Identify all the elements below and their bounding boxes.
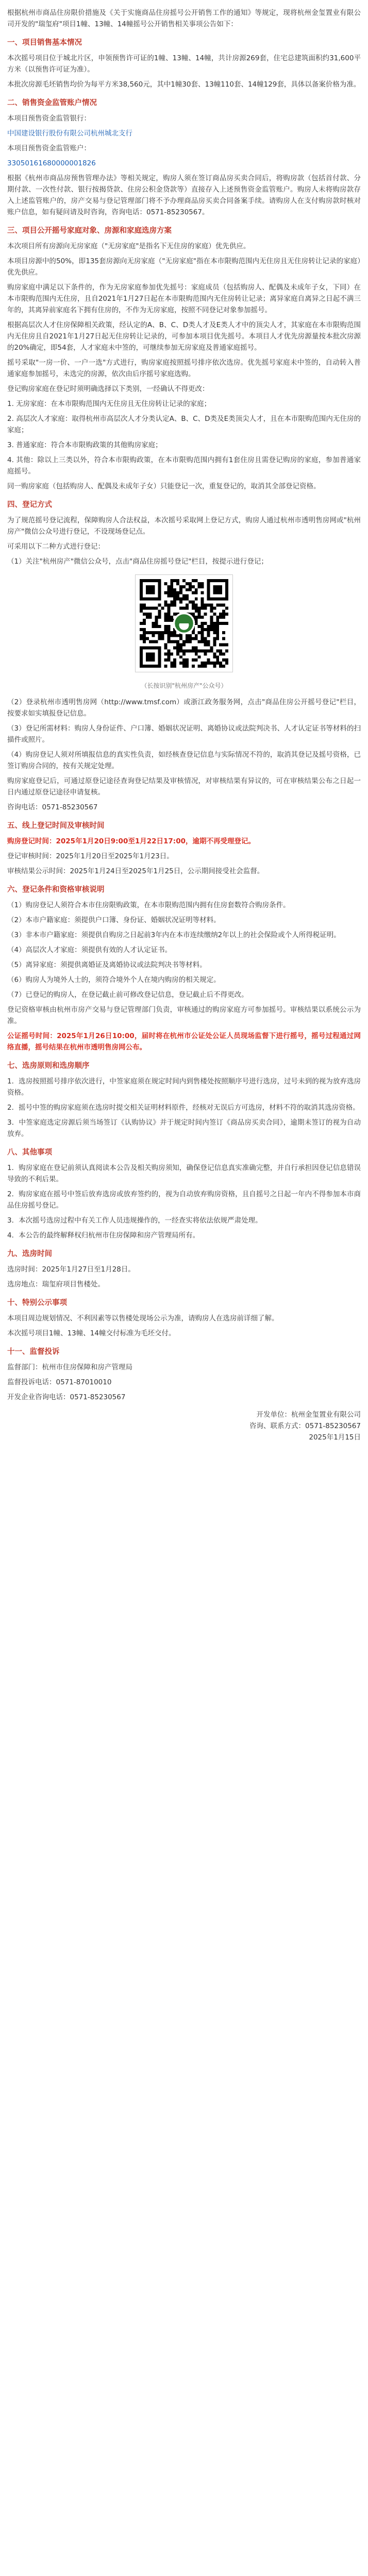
section-paragraph: 选房地点：瑞玺府项目售楼处。 — [7, 1280, 105, 1289]
list-item: 1．选房按照摇号排序依次进行，中签家庭须在规定时间内到售楼处按照顺序号进行选房，过号未到的视为放弃选房资格。 — [7, 1077, 361, 1097]
section-selection-time — [7, 1248, 361, 1290]
section-title: 五、线上登记时间及审核时间 — [7, 822, 105, 830]
section-paragraph: 登记购房家庭在登记时须明确选择以下类别，一经确认不得更改： — [7, 385, 209, 393]
list-item: （6）购房人为境外人士的，须符合境外个人在境内购房的相关规定。 — [7, 976, 221, 984]
section-paragraph: 登记审核时间：2025年1月20日至2025年1月23日。 — [7, 852, 174, 860]
contact-phone: 开发企业咨询电话：0571-85230567 — [7, 1393, 126, 1401]
section-paragraph: 根据《杭州市商品房预售管理办法》等相关规定，购房人须在签订商品房买卖合同后，将购房款（包括首付款、分期付款、一次性付款、银行按揭贷款、住房公积金贷款等）直接存入上述预售资金监管账户。购房人未将购房款存入上述监管账户的，房产交易与登记管理部门将不予办理商品房买卖合同备案手续。请购房人在支付购房款时核对账户信息，如有疑问请及时咨询，咨询电话：0571-85230567。 — [7, 174, 361, 216]
section-paragraph: 本次项目所有房源向无房家庭（"无房家庭"是指名下无住房的家庭）优先供应。 — [7, 242, 250, 250]
section-paragraph: 为了规范摇号登记流程，保障购房人合法权益，本次摇号采取网上登记方式，购房人通过杭州市透明售房网或"杭州房产"微信公众号进行登记，不设现场登记点。 — [7, 516, 361, 536]
lottery-time: 公证摇号时间：2025年1月26日10:00，届时将在杭州市公证处公证人员现场监督下进行摇号，摇号过程通过网络直播，摇号结果在杭州市透明售房网公布。 — [7, 1032, 361, 1052]
list-item: （7）已登记的购房人，在登记截止前可修改登记信息，登记截止后不得更改。 — [7, 991, 248, 999]
section-eligibility — [7, 884, 361, 1053]
list-item: 1．购房家庭在登记前须认真阅读本公告及相关购房须知，确保登记信息真实准确完整，并自行承担因登记信息错误导致的不利后果。 — [7, 1164, 361, 1183]
section-paragraph: 本次摇号项目1幢、13幢、14幢交付标准为毛坯交付。 — [7, 1329, 176, 1337]
list-item: 3．中签家庭选定房源后须当场签订《认购协议》并于规定时间内签订《商品房买卖合同》，逾期未签订的视为自动放弃。 — [7, 1118, 361, 1138]
section-title: 四、登记方式 — [7, 501, 52, 509]
bank-name: 中国建设银行股份有限公司杭州城北支行 — [7, 129, 132, 138]
section-paragraph: 本项目预售资金监管银行： — [7, 114, 91, 123]
section-title: 二、销售资金监管账户情况 — [7, 99, 97, 107]
section-title: 十、特别公示事项 — [7, 1299, 67, 1307]
registration-time: 购房登记时间：2025年1月20日9:00至1月22日17:00，逾期不再受理登记。 — [7, 837, 255, 845]
list-item: 2．购房家庭在摇号中签后放弃选房或放弃签约的，视为自动放弃购房资格，且自摇号之日起一年内不得参加本市商品住房摇号登记。 — [7, 1190, 361, 1210]
section-paragraph: （4）购房登记人须对所填报信息的真实性负责，如经核查登记信息与实际情况不符的，取消其登记及摇号资格，已签订购房合同的，按有关规定处理。 — [7, 751, 361, 770]
list-item: （4）高层次人才家庭：须提供有效的人才认定证书。 — [7, 946, 172, 954]
list-item: （5）离异家庭：须提供离婚证及离婚协议或法院判决书等材料。 — [7, 961, 207, 969]
list-item: 2．摇号中签的购房家庭须在选房时提交相关证明材料原件，经核对无误后方可选房，材料不符的取消其选房资格。 — [7, 1104, 360, 1112]
list-item: 4．本公告的最终解释权归杭州市住房保障和房产管理局所有。 — [7, 1231, 200, 1240]
section-paragraph: 本次摇号项目位于城北片区，申领预售许可证的1幢、13幢、14幢，共计房源269套，住宅总建筑面积约31,600平方米（以预售许可证为准）。 — [7, 54, 361, 74]
list-item: （1）购房登记人须符合本市住房限购政策，在本市限购范围内拥有住房套数符合购房条件。 — [7, 901, 290, 909]
section-fund-account — [7, 97, 361, 169]
section-registration-method — [7, 499, 361, 691]
contact-phone: 咨询电话：0571-85230567 — [7, 803, 98, 811]
section-title: 一、项目销售基本情况 — [7, 39, 82, 47]
section-supervision — [7, 1346, 361, 1403]
section-paragraph: 购房家庭登记后，可通过原登记途径查询登记结果及审核情况，对审核结果有异议的，可在审核结果公布之日起一日内通过原登记途径申请复核。 — [7, 777, 361, 796]
signature-contact: 咨询、联系方式：0571-85230567 — [249, 1422, 361, 1430]
contact-phone: 监督投诉电话：0571-87010010 — [7, 1378, 112, 1386]
section-paragraph: 根据高层次人才住房保障相关政策，经认定的A、B、C、D类人才及E类人才中的顶尖人才，其家庭在本市限购范围内无住房且自2021年1月27日起无住房转让记录的，可参加本项目优先摇号。本项目人才优先房源量按本批次房源的20%确定，即54套，人才家庭未中签的，可继续参加无房家庭及普通家庭摇号。 — [7, 321, 361, 352]
list-item: 3．本次摇号选房过程中有关工作人员违规操作的，一经查实将依法依规严肃处理。 — [7, 1216, 262, 1225]
section-registration-details — [7, 697, 361, 813]
section-lottery-plan — [7, 225, 361, 492]
qr-caption: （长按识别"杭州房产"公众号） — [141, 682, 227, 689]
qr-code-icon[interactable] — [135, 574, 233, 672]
section-paragraph: 同一购房家庭（包括购房人、配偶及未成年子女）只能登记一次，重复登记的，取消其全部登记资格。 — [7, 482, 321, 490]
section-paragraph: （1）关注"杭州房产"微信公众号，点击"商品住房摇号登记"栏目，按提示进行登记； — [7, 557, 268, 566]
section-paragraph: 审核结果公示时间：2025年1月24日至2025年1月25日，公示期间接受社会监督。 — [7, 867, 264, 875]
signature-company: 开发单位：杭州金玺置业有限公司 — [256, 1411, 361, 1419]
signature-date: 2025年1月15日 — [309, 1433, 361, 1442]
list-item: 3. 普通家庭：符合本市限购政策的其他购房家庭； — [7, 441, 162, 449]
section-paragraph: 本批次房源毛坯销售均价为每平方米38,560元，其中1幢30套、13幢110套、14幢129套，具体以备案价格为准。 — [7, 80, 361, 89]
section-paragraph: 监督部门：杭州市住房保障和房产管理局 — [7, 1363, 132, 1371]
section-title: 八、其他事项 — [7, 1148, 52, 1157]
section-registration-time — [7, 820, 361, 877]
qr-code-graphic — [140, 579, 228, 668]
list-item: 4. 其他：除以上三类以外，符合本市限购政策，在本市限购范围内拥有1套住房且需登记购房的家庭，参加普通家庭摇号。 — [7, 456, 361, 476]
list-item: （3）非本市户籍家庭：须提供自购房之日起前3年内在本市连续缴纳2年以上的社会保险或个人所得税证明。 — [7, 931, 341, 939]
section-title: 三、项目公开摇号家庭对象、房源和家庭选房方案 — [7, 227, 172, 235]
section-paragraph: 摇号采取"一房一价、一户一选"方式进行，购房家庭按照摇号排序依次选房。优先摇号家庭未中签的，自动转入普通家庭参加摇号，未选完的房源，依次由后序摇号家庭选购。 — [7, 359, 361, 378]
section-paragraph: 本项目预售资金监管账户： — [7, 144, 91, 152]
section-title: 六、登记条件和资格审核说明 — [7, 886, 105, 894]
section-paragraph: 购房家庭中满足以下条件的，作为无房家庭参加优先摇号：家庭成员（包括购房人、配偶及未成年子女，下同）在本市限购范围内无住房，且自2021年1月27日起在本市限购范围内无住房转让记录；离异家庭自离异之日起不满三年的，其离异前家庭名下拥有住房的，不作为无房家庭，按照不同登记对象参加摇号。 — [7, 283, 361, 314]
signature-block — [7, 1409, 361, 1443]
section-paragraph: 登记资格审核由杭州市房产交易与登记管理部门负责，审核通过的购房家庭方可参加摇号。审核结果以系统公示为准。 — [7, 1006, 361, 1025]
section-project-info — [7, 37, 361, 90]
list-item: （2）本市户籍家庭：须提供户口簿、身份证、婚姻状况证明等材料。 — [7, 916, 221, 924]
section-title: 十一、监督投诉 — [7, 1348, 60, 1356]
section-paragraph: 本项目周边规划情况、不利因素等以售楼处现场公示为准，请购房人在选房前详细了解。 — [7, 1314, 279, 1323]
section-paragraph: 可采用以下二种方式进行登记： — [7, 543, 105, 551]
section-paragraph: 选房时间：2025年1月27日至1月28日。 — [7, 1265, 135, 1274]
list-item: 1. 无房家庭：在本市限购范围内无住房且无住房转让记录的家庭； — [7, 400, 211, 408]
section-title: 七、选房原则和选房顺序 — [7, 1062, 90, 1070]
section-selection-rules — [7, 1060, 361, 1140]
list-item: 2. 高层次人才家庭：取得杭州市高层次人才分类认定A、B、C、D类及E类顶尖人才，且在本市限购范围内无住房的家庭； — [7, 415, 361, 434]
section-title: 九、选房时间 — [7, 1250, 52, 1258]
section-paragraph: 本项目房源中的50%，即135套房源向无房家庭（"无房家庭"指在本市限购范围内无住房且无住房转让记录的家庭）优先供应。 — [7, 257, 361, 277]
section-paragraph: （2）登录杭州市透明售房网（http://www.tmsf.com）或浙江政务服务网，点击"商品住房公开摇号登记"栏目，按要求如实填报登记信息。 — [7, 698, 361, 718]
qr-code-block — [7, 574, 361, 676]
section-paragraph: （3）登记所需材料：购房人身份证件、户口簿、婚姻状况证明、离婚协议或法院判决书、人才认定证书等材料的扫描件或照片。 — [7, 724, 361, 744]
intro-paragraph: 根据杭州市商品住房限价措施及《关于实施商品住房摇号公开销售工作的通知》等规定，现将杭州金玺置业有限公司开发的"瑞玺府"项目1幢、13幢、14幢摇号公开销售相关事项公告如下： — [7, 9, 361, 28]
section-other-matters — [7, 1147, 361, 1241]
section-fund-note — [7, 173, 361, 218]
bank-account: 33050161680000001826 — [7, 159, 96, 167]
section-special-notice — [7, 1297, 361, 1339]
